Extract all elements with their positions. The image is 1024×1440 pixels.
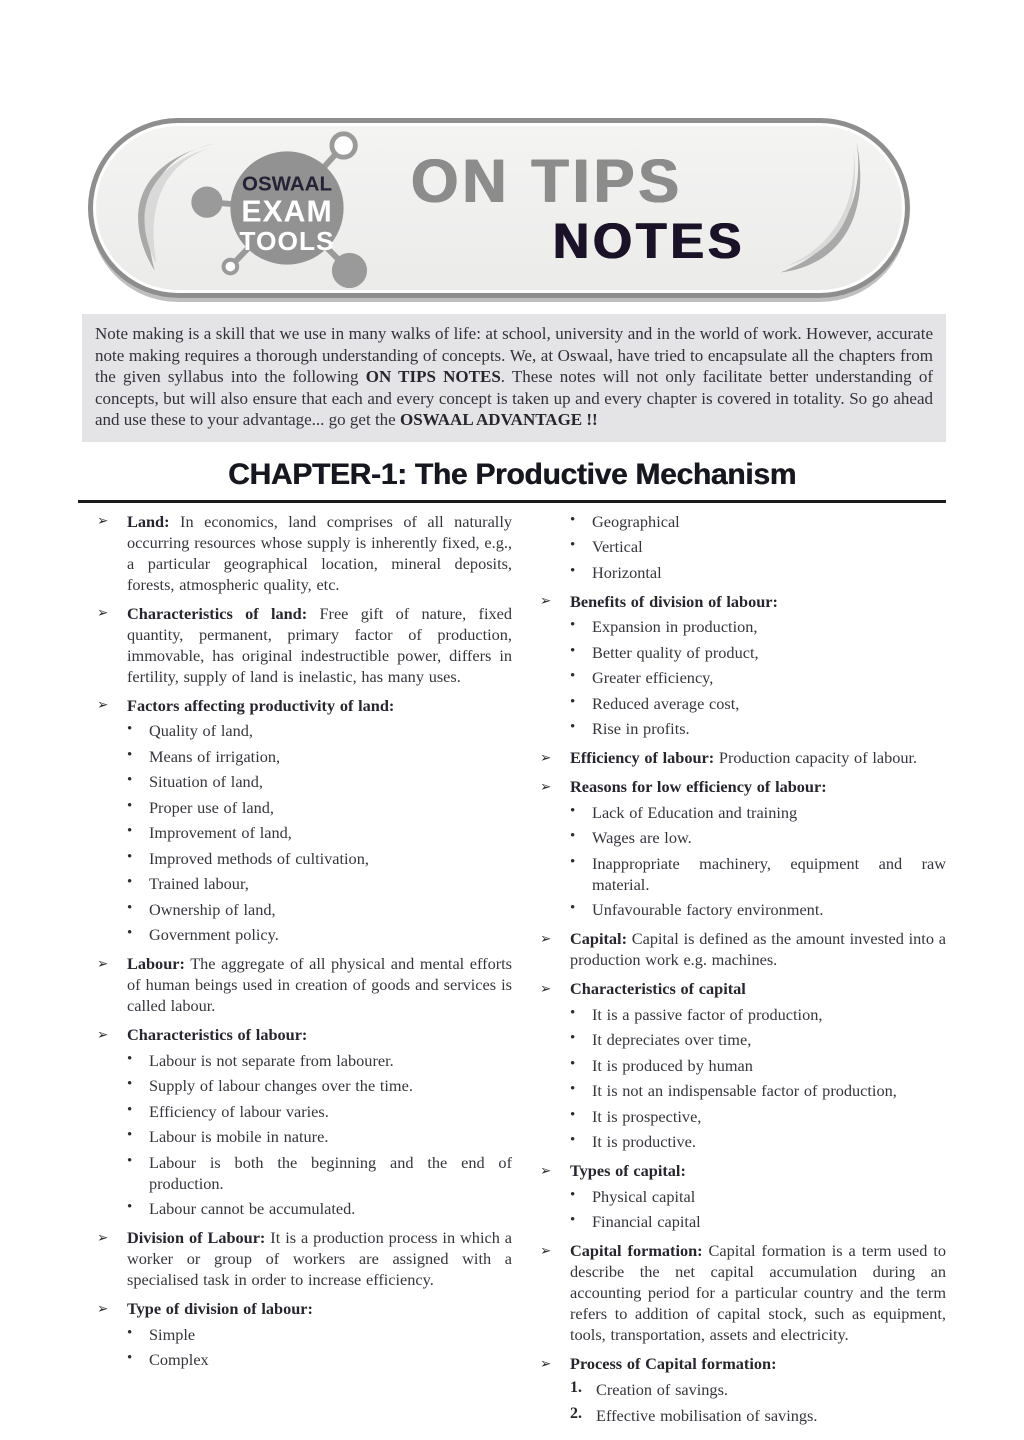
item-text: Vertical: [592, 537, 643, 556]
dot-bullet-icon: •: [570, 1055, 576, 1072]
dot-bullet-icon: •: [127, 746, 133, 763]
dot-bullet-icon: •: [570, 802, 576, 819]
item-text: [570, 1353, 946, 1374]
arrow-bullet-icon: ➢: [540, 593, 552, 609]
dot-bullet-icon: •: [570, 1106, 576, 1123]
point-label: Division of Labour:: [127, 1228, 266, 1247]
banner-title-notes: NOTES: [553, 212, 746, 269]
item-text: Expansion in production,: [592, 617, 758, 636]
item-text: Effective mobilisation of savings.: [596, 1406, 818, 1425]
item-text: Physical capital: [592, 1186, 696, 1206]
intro-box: [82, 314, 946, 442]
dot-bullet-icon: •: [570, 853, 576, 870]
item-text: [570, 1160, 946, 1181]
note-bullet: [127, 1050, 512, 1071]
logo-text-exam: EXAM: [241, 195, 333, 229]
dot-bullet-icon: •: [127, 1152, 133, 1169]
dot-bullet-icon: •: [570, 828, 576, 844]
item-text: Supply of labour changes over the time.: [149, 1076, 413, 1095]
note-bullet: [127, 822, 512, 843]
logo-text-tools: TOOLS: [239, 225, 335, 256]
point-label: Types of capital:: [570, 1161, 686, 1180]
item-text: Rise in profits.: [592, 719, 690, 738]
item-text: Horizontal: [592, 562, 662, 582]
item-text: It is prospective,: [592, 1106, 702, 1126]
item-text: Wages are low.: [592, 828, 692, 847]
item-text: Creation of savings.: [596, 1380, 728, 1399]
dot-bullet-icon: •: [570, 900, 576, 916]
number-label: 1.: [570, 1379, 582, 1396]
note-numbered-item: [570, 1379, 946, 1400]
item-text: Labour cannot be accumulated.: [149, 1199, 356, 1218]
point-label: Capital formation:: [570, 1241, 703, 1260]
note-bullet: [127, 848, 512, 869]
item-text: [570, 591, 946, 612]
note-bullet: [127, 1126, 512, 1147]
note-bullet: [127, 924, 512, 945]
item-text: Capital: Capital is defined as the amount invested into a production work e.g. machines.: [570, 929, 946, 969]
arrow-bullet-icon: ➢: [540, 749, 552, 766]
item-text: Lack of Education and training: [592, 802, 798, 822]
item-text: [570, 978, 946, 999]
item-text: Greater efficiency,: [592, 668, 714, 687]
point-label: Labour:: [127, 954, 185, 973]
note-bullet: [570, 1186, 946, 1207]
note-bullet: [570, 1029, 946, 1050]
dot-bullet-icon: •: [127, 772, 133, 788]
intro-text: Note making is a skill that we use in many walks of life: at school, university and in the world of work. However, accurate note making requires a thorough understanding of concepts. We, at Oswaal, have tried to encapsulate all the chapters from the given syllabus into the following: [95, 324, 933, 386]
note-bullet: [127, 771, 512, 792]
left-swoosh-decoration: [107, 137, 233, 281]
note-bullet: [570, 1106, 946, 1127]
point-label: Characteristics of capital: [570, 979, 746, 998]
note-point: [540, 1353, 946, 1374]
dot-bullet-icon: •: [127, 1199, 133, 1215]
arrow-bullet-icon: ➢: [540, 778, 552, 795]
note-point: [97, 511, 512, 595]
chapter-title: CHAPTER-1: The Productive Mechanism: [228, 457, 796, 491]
point-label: Process of Capital formation:: [570, 1354, 777, 1373]
column-left: [78, 511, 512, 1427]
note-point: [97, 1024, 512, 1045]
note-bullet: [570, 1131, 946, 1152]
arrow-bullet-icon: ➢: [540, 930, 552, 947]
item-text: Labour: The aggregate of all physical and mental efforts of human beings used in creation of goods and services is called labour.: [127, 954, 512, 1015]
item-text: Inappropriate machinery, equipment and raw material.: [592, 853, 946, 894]
point-label: Benefits of division of labour:: [570, 591, 778, 611]
note-bullet: [570, 718, 946, 739]
arrow-bullet-icon: ➢: [97, 1026, 109, 1043]
arrow-bullet-icon: ➢: [540, 980, 552, 997]
item-text: Quality of land,: [149, 721, 253, 740]
arrow-bullet-icon: ➢: [97, 955, 109, 972]
dot-bullet-icon: •: [127, 874, 133, 890]
point-label: Type of division of labour:: [127, 1299, 313, 1318]
dot-bullet-icon: •: [127, 823, 133, 839]
dot-bullet-icon: •: [570, 668, 576, 684]
note-point: [540, 747, 946, 768]
note-point: [97, 695, 512, 716]
note-bullet: [570, 667, 946, 688]
item-text: Means of irrigation,: [149, 746, 281, 766]
point-label: Capital:: [570, 929, 627, 948]
note-bullet: [127, 1198, 512, 1219]
item-text: It is productive.: [592, 1132, 696, 1151]
column-right: [540, 511, 946, 1427]
note-point: [540, 928, 946, 970]
note-bullet: [570, 853, 946, 895]
point-label: Reasons for low efficiency of labour:: [570, 777, 827, 796]
item-text: Labour is both the beginning and the end of production.: [149, 1152, 512, 1193]
dot-bullet-icon: •: [570, 642, 576, 659]
item-text: Financial capital: [592, 1212, 701, 1231]
note-bullet: [570, 899, 946, 920]
item-text: Simple: [149, 1324, 196, 1344]
arrow-bullet-icon: ➢: [97, 1300, 109, 1317]
dot-bullet-icon: •: [127, 1350, 133, 1366]
dot-bullet-icon: •: [127, 899, 133, 916]
dot-bullet-icon: •: [570, 1004, 576, 1021]
note-point: [97, 1227, 512, 1290]
dot-bullet-icon: •: [570, 1132, 576, 1148]
note-numbered-item: [570, 1405, 946, 1426]
banner-titles: [411, 146, 746, 269]
dot-bullet-icon: •: [570, 617, 576, 633]
item-text: Complex: [149, 1350, 209, 1369]
note-bullet: [570, 511, 946, 532]
dot-bullet-icon: •: [570, 1081, 576, 1097]
note-bullet: [570, 616, 946, 637]
note-bullet: [127, 746, 512, 767]
note-bullet: [570, 536, 946, 557]
dot-bullet-icon: •: [570, 562, 576, 579]
item-text: Capital formation: Capital formation is a term used to describe the net capital accumulation during an accounting period for a particular country and the term refers to addition of capital stock, such as equipment, tools, transportation, assets and electricity.: [570, 1241, 947, 1344]
note-point: [540, 776, 946, 797]
item-text: [127, 695, 512, 716]
note-bullet: [570, 642, 946, 663]
item-text: Labour is mobile in nature.: [149, 1127, 329, 1146]
intro-bold-text: ON TIPS NOTES: [365, 367, 501, 386]
note-bullet: [570, 1080, 946, 1101]
note-bullet: [570, 693, 946, 714]
note-point: [540, 978, 946, 999]
dot-bullet-icon: •: [570, 537, 576, 553]
point-label: Land:: [127, 511, 170, 531]
note-point: [97, 953, 512, 1016]
dot-bullet-icon: •: [127, 797, 133, 814]
dot-bullet-icon: •: [570, 1212, 576, 1228]
dot-bullet-icon: •: [570, 719, 576, 735]
note-bullet: [127, 1152, 512, 1194]
logo-text-oswaal: OSWAAL: [242, 172, 332, 196]
note-point: [540, 1160, 946, 1181]
note-bullet: [570, 1211, 946, 1232]
dot-bullet-icon: •: [127, 848, 133, 865]
item-text: [127, 1298, 512, 1319]
note-bullet: [127, 873, 512, 894]
dot-bullet-icon: •: [127, 721, 133, 737]
note-bullet: [127, 1075, 512, 1096]
point-label: Characteristics of land:: [127, 603, 308, 623]
note-bullet: [570, 802, 946, 823]
note-point: [540, 1240, 946, 1345]
note-bullet: [127, 1101, 512, 1122]
note-point: [97, 1298, 512, 1319]
note-bullet: [127, 899, 512, 920]
note-point: [97, 603, 512, 687]
dot-bullet-icon: •: [127, 1050, 133, 1067]
logo-node-bottom-right: [332, 253, 367, 288]
item-text: Division of Labour: It is a production process in which a worker or group of workers are assigned with a specialised task in order to increase efficiency.: [127, 1228, 513, 1289]
intro-bold-text: OSWAAL ADVANTAGE !!: [399, 410, 598, 429]
item-text: Ownership of land,: [149, 899, 276, 919]
dot-bullet-icon: •: [127, 925, 133, 941]
point-label: Characteristics of labour:: [127, 1025, 308, 1044]
dot-bullet-icon: •: [127, 1101, 133, 1118]
arrow-bullet-icon: ➢: [97, 513, 109, 529]
intro-text: . These notes will not only facilitate better understanding of concepts, but will also ensure that each and every concept is taken up and every chapter is covered in totality. So go ahead and use these to your advantage... go get the: [95, 367, 933, 429]
item-text: Land: In economics, land comprises of all naturally occurring resources whose supply is inherently fixed, e.g., a particular geographical location, mineral deposits, forests, atmospheric quality, etc.: [127, 511, 512, 594]
note-bullet: [127, 1349, 512, 1370]
note-bullet: [570, 1004, 946, 1025]
note-bullet: [127, 720, 512, 741]
item-text: [570, 776, 946, 797]
arrow-bullet-icon: ➢: [97, 697, 109, 713]
item-text: Proper use of land,: [149, 797, 274, 817]
dot-bullet-icon: •: [570, 511, 576, 528]
notes-columns: [78, 511, 946, 1427]
point-label: Factors affecting productivity of land:: [127, 695, 395, 715]
item-text: Efficiency of labour: Production capacity of labour.: [570, 748, 918, 767]
on-tips-banner: [88, 118, 910, 298]
dot-bullet-icon: •: [127, 1324, 133, 1341]
dot-bullet-icon: •: [570, 1186, 576, 1203]
item-text: [127, 1024, 512, 1045]
logo-node-top-right: [332, 134, 355, 157]
note-bullet: [570, 562, 946, 583]
item-text: Efficiency of labour varies.: [149, 1101, 329, 1121]
item-text: Improvement of land,: [149, 823, 292, 842]
item-text: It is a passive factor of production,: [592, 1004, 823, 1024]
item-text: Reduced average cost,: [592, 693, 740, 713]
arrow-bullet-icon: ➢: [540, 1242, 552, 1259]
note-bullet: [570, 827, 946, 848]
dot-bullet-icon: •: [570, 1030, 576, 1046]
item-text: Improved methods of cultivation,: [149, 848, 369, 868]
point-label: Efficiency of labour:: [570, 748, 715, 767]
note-point: [540, 591, 946, 612]
item-text: Geographical: [592, 511, 680, 531]
dot-bullet-icon: •: [570, 693, 576, 710]
item-text: It depreciates over time,: [592, 1030, 752, 1049]
item-text: Government policy.: [149, 925, 279, 944]
notes-page: [78, 0, 946, 1426]
item-text: Better quality of product,: [592, 642, 759, 662]
title-underline: [78, 500, 946, 503]
item-text: It is produced by human: [592, 1055, 753, 1075]
note-bullet: [127, 797, 512, 818]
arrow-bullet-icon: ➢: [540, 1162, 552, 1179]
item-text: Unfavourable factory environment.: [592, 900, 824, 919]
intro-paragraph: [95, 323, 933, 431]
item-text: Trained labour,: [149, 874, 249, 893]
item-text: Labour is not separate from labourer.: [149, 1050, 394, 1070]
note-bullet: [570, 1055, 946, 1076]
note-bullet: [127, 1324, 512, 1345]
banner-title-on-tips: ON TIPS: [411, 146, 684, 215]
arrow-bullet-icon: ➢: [97, 1229, 109, 1246]
number-label: 2.: [570, 1405, 582, 1422]
arrow-bullet-icon: ➢: [97, 605, 109, 621]
dot-bullet-icon: •: [127, 1127, 133, 1143]
item-text: Situation of land,: [149, 772, 263, 791]
right-swoosh-decoration: [763, 137, 889, 281]
item-text: It is not an indispensable factor of production,: [592, 1081, 897, 1100]
arrow-bullet-icon: ➢: [540, 1355, 552, 1372]
item-text: Characteristics of land: Free gift of nature, fixed quantity, permanent, primary factor of production, immovable, has original indestructible power, differs in fertility, supply of land is inelastic, has many uses.: [127, 603, 512, 686]
dot-bullet-icon: •: [127, 1076, 133, 1092]
